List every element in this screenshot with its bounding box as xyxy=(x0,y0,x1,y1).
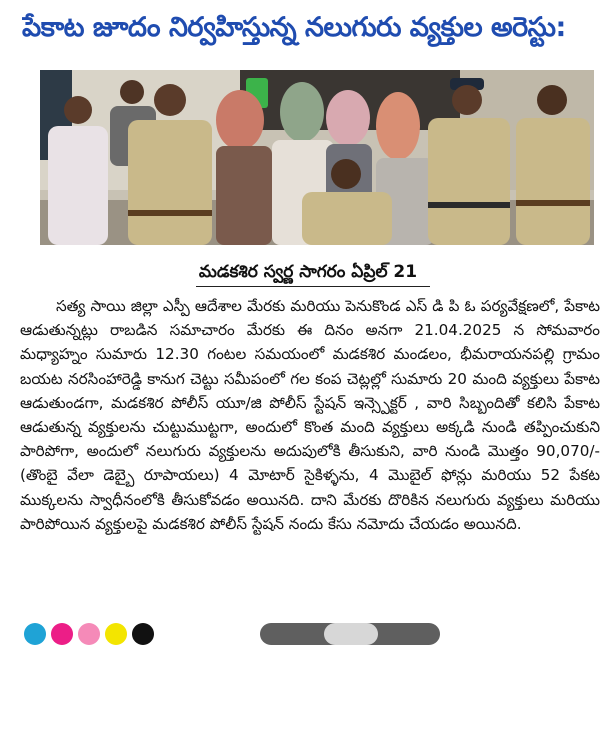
article-headline: పేకాట జూదం నిర్వహిస్తున్న నలుగురు వ్యక్తుల అరెస్టు: xyxy=(22,12,566,43)
scrollbar-thumb[interactable] xyxy=(324,623,378,645)
swatch-yellow xyxy=(105,623,127,645)
swatch-magenta xyxy=(51,623,73,645)
swatch-black xyxy=(132,623,154,645)
article-body: సత్య సాయి జిల్లా ఎస్పీ ఆదేశాల మేరకు మరియు పెనుకొండ ఎస్ డి పి ఓ పర్యవేక్షణలో, పేకాట ఆడుతున్నట్లు రాబడిన సమాచారం మేరకు ఈ దినం అనగా 21.04.2025 న సోమవారం మధ్యాహ్నం సుమారు 12.30 గంటల సమయంలో మడకశిర మండలం, భీమరాయనపల్లి గ్రామం బయట నరసింహారెడ్డి కానుగ చెట్టు సమీపంలో గల కంప చెట్లల్లో సుమారు 20 మంది వ్యక్తులు పేకాట ఆడుతుండగా, మడకశిర పోలీస్ యూ/జి పోలీస్ స్టేషన్ ఇన్స్పెక్టర్ , వారి సిబ్బందితో కలిసి పేకాట ఆడుతున్న వ్యక్తులను చుట్టుముట్టగా, అందులో కొంత మంది వ్యక్తులు అక్కడి నుండి తప్పించుకుని పారిపోగా, అందులో నలుగురు వ్యక్తులను అదుపులోకి తీసుకుని, వారి నుండి మొత్తం 90,070/-(తొంబై వేలా డెబ్బై రూపాయలు) 4 మోటార్ సైకిళ్ళను, 4 మొబైల్ ఫోన్లు మరియు 52 పేకట ముక్కలను స్వాధీనంలోకి తీసుకోవడం అయినది. దాని మేరకు దొరికిన నలుగురు వ్యక్తులు మరియు పారిపోయిన వ్యక్తులపై మడకశిర పోలీస్ స్టేషన్ నందు కేసు నమోదు చేయడం అయినది. xyxy=(20,297,600,533)
color-swatches xyxy=(24,623,154,645)
swatch-cyan xyxy=(24,623,46,645)
dateline-underline xyxy=(196,286,430,287)
police-arrest-photo xyxy=(40,70,594,245)
article-dateline: మడకశిర స్వర్ణ సాగరం ఏప్రిల్ 21 xyxy=(198,262,418,282)
horizontal-scrollbar[interactable] xyxy=(260,623,440,645)
news-photo xyxy=(40,70,594,245)
swatch-pink xyxy=(78,623,100,645)
